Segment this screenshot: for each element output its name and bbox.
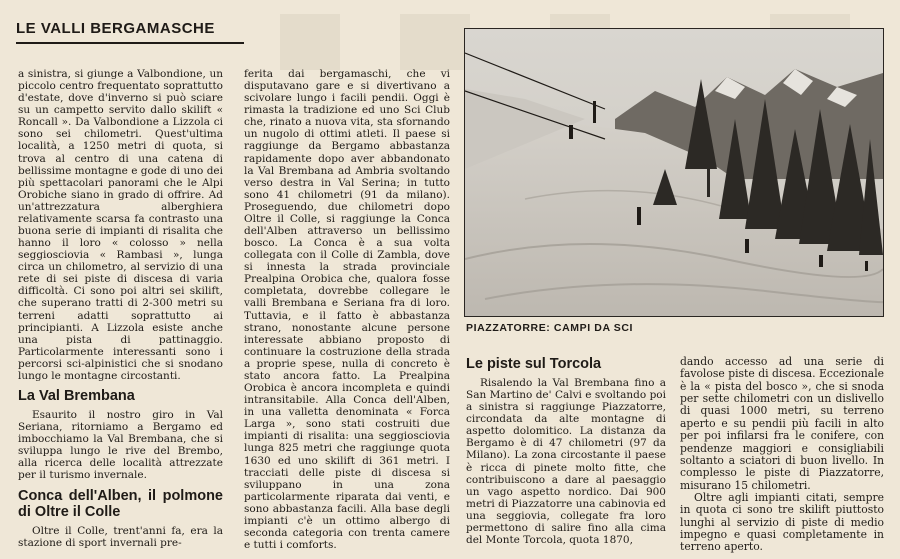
paragraph-skilift: Oltre agli impianti citati, sempre in quota ci sono tre skilift piuttosto lunghi al servizio di piste di medio impegno e quasi completamente in terreno aperto. — [680, 490, 884, 554]
photo-caption: PIAZZATORRE: CAMPI DA SCI — [466, 322, 634, 334]
heading-val-brembana: La Val Brembana — [18, 388, 135, 405]
heading-piste-torcola: Le piste sul Torcola — [466, 356, 602, 372]
paragraph-pista-bosco: dando accesso ad una serie di favolose piste di discesa. Eccezionale è la « pista del bosco », che si snoda per sette chilometri con un dislivello di quasi 1000 metri, su terreno aperto e su pendii più facili in alto per poi infilarsi fra le conifere, con pendenze maggiori e consigliabili soltanto a sciatori di buon livello. In complesso le piste di Piazzatorre, misurano 15 chilometri. — [680, 355, 884, 492]
title-underline — [16, 42, 244, 44]
paragraph-lizzola: a sinistra, si giunge a Valbondione, un piccolo centro frequentato soprattutto d'estate, dove d'inverno si può sciare su un campetto servito dallo skilift « Roncall ». Da Valbondione a Lizzola ci sono sei chilometri. Quest'ultima località, a 1250 metri di quota, si trova al centro di una catena di bellissime montagne e gode di uno dei più spettacolari panorami che le Alpi Orobiche siano in grado di offrire. Ad un'attrezzatura alberghiera relativamente scarsa fa contrasto una buona serie di impianti di risalita che hanno il loro « colosso » nella seggiosciovia « Rambasi », lunga circa un chilometro, al servizio di una rete di sei piste di discesa di varia difficoltà. Ci sono poi altri sei skilift, che superano tratti di 2-300 metri su terreni adatti soprattutto ai principianti. A Lizzola esiste anche una pista di pattinaggio. Particolarmente interessanti sono i percorsi sci-alpinistici che si snodano lungo le montagne circostanti. — [18, 68, 223, 382]
paragraph-conca-alben: ferita dai bergamaschi, che vi disputavano gare e si divertivano a scivolare lungo i facili pendii. Oggi è rimasta la tradizione ed uno Sci Club che, rinato a nuova vita, sta sfornando un nugolo di ottimi atleti. Il paese si raggiunge da Bergamo abbastanza rapidamente dopo aver abbandonato la Val Brembana ad Ambria svoltando verso destra in Val Serina; in tutto sono 41 chilometri (91 da milano). Proseguendo, due chilometri dopo Oltre il Colle, si raggiunge la Conca dell'Alben attraverso un bellissimo bosco. La Conca è a sua volta collegata con il Colle di Zambla, dove si innesta la strada provinciale Prealpina Orobica che, qualora fosse completata, dovrebbe collegare le valli Brembana e Seriana fra di loro. Tuttavia, e il fatto è abbastanza strano, nonostante alcune persone interessate abbiano proposto di continuare la costruzione della strada a proprie spese, nulla di concreto è stato ancora fatto. La Prealpina Orobica è ancora incompleta e quindi intransitabile. Alla Conca dell'Alben, in una valletta denominata « Forca Larga », sono stati costruiti due impianti di risalita: una seggiosciovia lunga 825 metri che raggiunge quota 1630 ed uno skilift di 361 metri. I tracciati delle piste di discesa si sviluppano in una zona particolarmente riparata dai venti, e sono abbastanza facili. Alla base degli impianti c'è un ottimo albergo di seconda categoria con trenta camere e tutti i comforts. — [244, 68, 450, 552]
paragraph-val-brembana: Esaurito il nostro giro in Val Seriana, ritorniamo a Bergamo ed imbocchiamo la Val Brembana, che si sviluppa lungo le rive del Brembo, alla ricerca delle località attrezzate per il turismo invernale. — [18, 409, 223, 482]
column-4 — [680, 356, 884, 554]
column-3 — [466, 356, 666, 546]
column-2 — [244, 68, 450, 551]
section-title: LE VALLI BERGAMASCHE — [16, 20, 215, 37]
heading-conca-alben: Conca dell'Alben, il polmone di Oltre il Colle — [18, 487, 223, 520]
column-1 — [18, 68, 223, 549]
paragraph-piazzatorre: Risalendo la Val Brembana fino a San Martino de' Calvi e svoltando poi a sinistra si raggiunge Piazzatorre, circondata da alte montagne di aspetto dolomitico. La distanza da Bergamo è di 47 chilometri (97 da Milano). La zona circostante il paese è ricca di pinete molto fitte, che contribuiscono a dare al paesaggio un vago aspetto nordico. Dai 900 metri di Piazzatorre una cabinovia ed una seggiovia, collegate fra loro permettono di salire fino alla cima del Monte Torcola, quota 1870, — [466, 377, 666, 547]
ski-slope-illustration — [465, 29, 883, 316]
ski-slope-photo — [464, 28, 884, 317]
paragraph-oltre-il-colle: Oltre il Colle, trent'anni fa, era la stazione di sport invernali pre- — [18, 524, 223, 549]
